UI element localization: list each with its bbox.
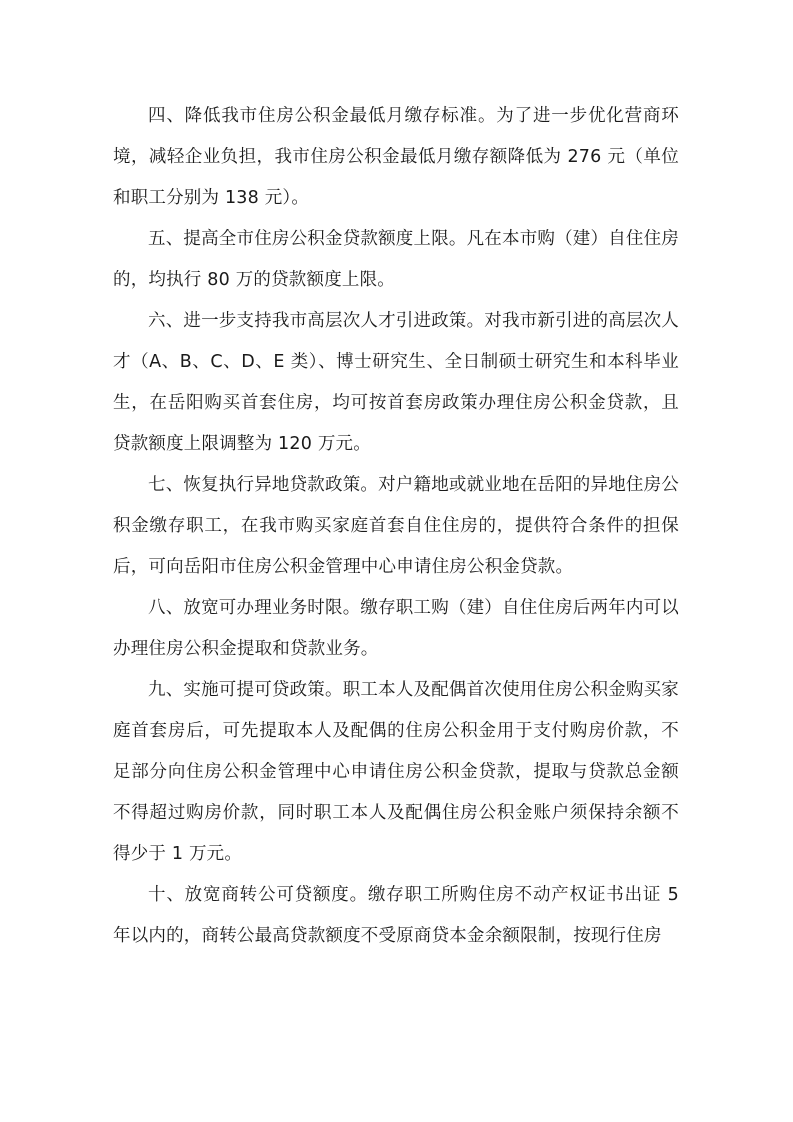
- document-body: [113, 96, 679, 957]
- paragraph-item-10: 十、放宽商转公可贷额度。缴存职工所购住房不动产权证书出证 5 年以内的，商转公最高贷款额度不受原商贷本金余额限制，按现行住房: [113, 885, 679, 946]
- paragraph-item-9: 九、实施可提可贷政策。职工本人及配偶首次使用住房公积金购买家庭首套房后，可先提取本人及配偶的住房公积金用于支付购房价款，不足部分向住房公积金管理中心申请住房公积金贷款，提取与贷款总金额不得超过购房价款，同时职工本人及配偶住房公积金账户须保持余额不得少于 1 万元。: [113, 680, 679, 864]
- paragraph-item-8: 八、放宽可办理业务时限。缴存职工购（建）自住住房后两年内可以办理住房公积金提取和贷款业务。: [113, 598, 679, 659]
- paragraph-item-7: 七、恢复执行异地贷款政策。对户籍地或就业地在岳阳的异地住房公积金缴存职工，在我市购买家庭首套自住住房的，提供符合条件的担保后，可向岳阳市住房公积金管理中心申请住房公积金贷款。: [113, 475, 679, 577]
- paragraph-item-5: 五、提高全市住房公积金贷款额度上限。凡在本市购（建）自住住房的，均执行 80 万的贷款额度上限。: [113, 229, 679, 290]
- paragraph-item-6: 六、进一步支持我市高层次人才引进政策。对我市新引进的高层次人才（A、B、C、D、E 类）、博士研究生、全日制硕士研究生和本科毕业生，在岳阳购买首套住房，均可按首套房政策办理住房公积金贷款，且贷款额度上限调整为 120 万元。: [113, 311, 679, 454]
- paragraph-item-4: 四、降低我市住房公积金最低月缴存标准。为了进一步优化营商环境，减轻企业负担，我市住房公积金最低月缴存额降低为 276 元（单位和职工分别为 138 元）。: [113, 106, 679, 208]
